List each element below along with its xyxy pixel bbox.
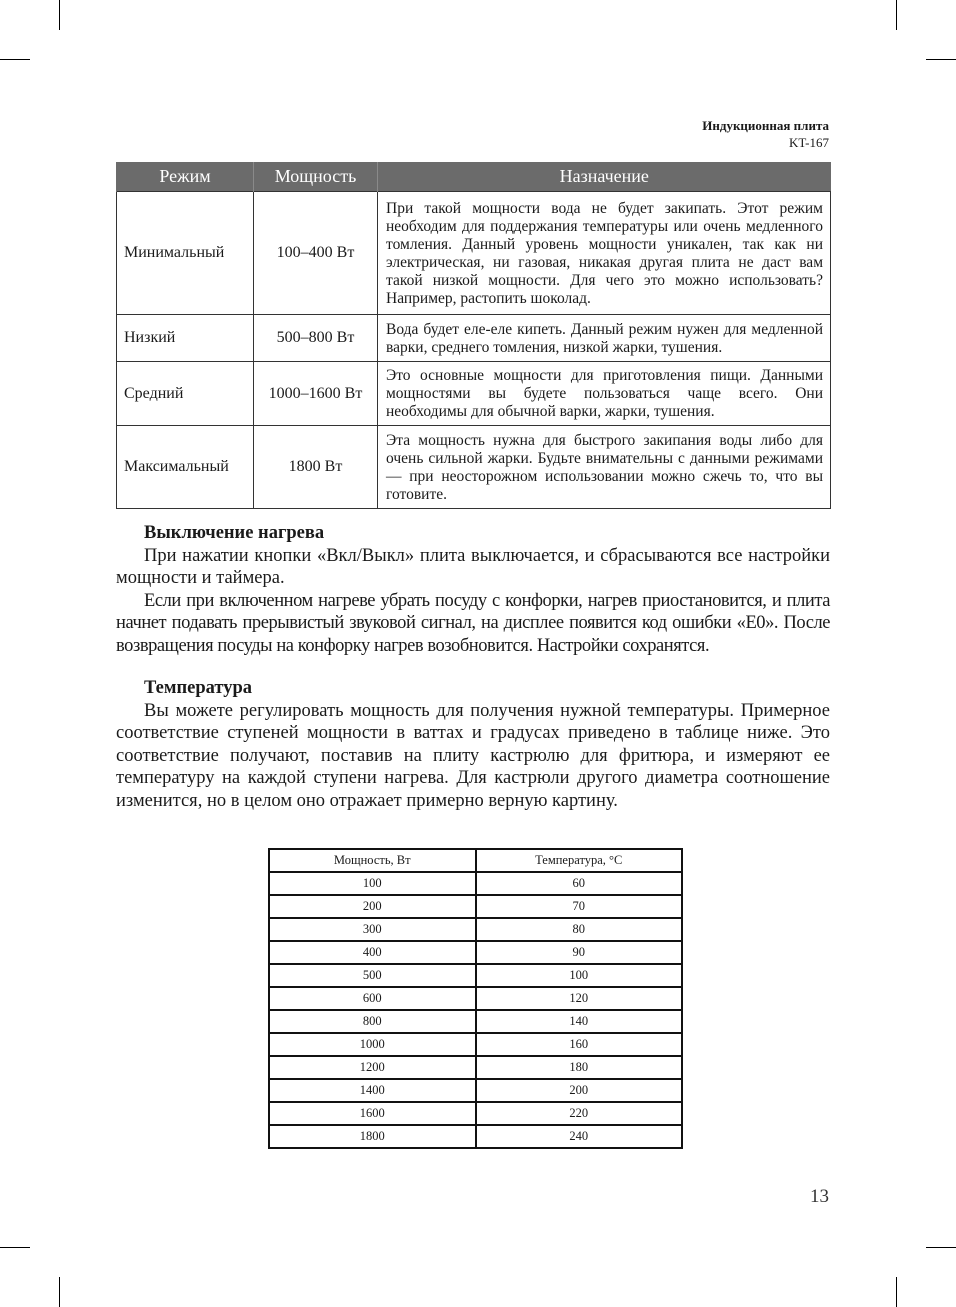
power-cell: 1000–1600 Вт [254,362,378,426]
power-cell: 400 [269,941,476,964]
table-row [269,918,682,941]
modes-table [116,162,831,509]
power-cell: 1400 [269,1079,476,1102]
mode-cell: Средний [117,362,254,426]
temperature-cell: 120 [476,987,683,1010]
table-row [269,1033,682,1056]
table-row [117,192,831,315]
modes-table-header [117,162,831,192]
section-heat-off [116,522,830,657]
temperature-cell: 70 [476,895,683,918]
power-cell: 500–800 Вт [254,315,378,362]
temperature-cell: 100 [476,964,683,987]
temperature-cell: 60 [476,872,683,895]
col-header-power: Мощность, Вт [269,849,476,872]
col-header-mode: Режим [117,162,254,192]
temperature-table-header [269,849,682,872]
section-temperature [116,677,830,812]
power-cell: 1800 [269,1125,476,1148]
purpose-cell: При такой мощности вода не будет закипать. Этот режим необходим для поддержания температуры или очень медленного томления. Данный уровень мощности уникален, так как ни электрическая, ни газовая, никакая другая плита не даст вам такой низкой мощности. Для чего это можно использовать? Например, растопить шоколад. [378,192,831,315]
power-cell: 1800 Вт [254,426,378,509]
power-cell: 500 [269,964,476,987]
power-cell: 100 [269,872,476,895]
table-row [117,315,831,362]
col-header-power: Мощность [254,162,378,192]
crop-mark [0,1247,30,1248]
table-row [269,1102,682,1125]
power-cell: 600 [269,987,476,1010]
mode-cell: Низкий [117,315,254,362]
mode-cell: Минимальный [117,192,254,315]
table-row [269,1056,682,1079]
section-heading: Температура [144,678,253,698]
temperature-cell: 180 [476,1056,683,1079]
purpose-cell: Вода будет еле-еле кипеть. Данный режим нужен для медленной варки, среднего томления, низкой жарки, тушения. [378,315,831,362]
header-title: Индукционная плита [702,118,829,133]
table-row [269,895,682,918]
power-cell: 1000 [269,1033,476,1056]
table-row [117,426,831,509]
temperature-cell: 200 [476,1079,683,1102]
temperature-cell: 160 [476,1033,683,1056]
power-cell: 200 [269,895,476,918]
temperature-cell: 90 [476,941,683,964]
paragraph: При нажатии кнопки «Вкл/Выкл» плита выключается, и сбрасываются все настройки мощности и таймера. [116,545,830,588]
col-header-temperature: Температура, °C [476,849,683,872]
crop-mark [0,59,30,60]
running-header [702,117,829,151]
header-model: KT-167 [789,135,829,150]
paragraph: Если при включенном нагреве убрать посуду с конфорки, нагрев приостановится, и плита начнет подавать прерывистый звуковой сигнал, на дисплее появится код ошибки «E0». После возвращения посуды на конфорку нагрев возобновится. Настройки сохранятся. [116,590,830,656]
table-row [269,1010,682,1033]
power-cell: 300 [269,918,476,941]
section-heading: Выключение нагрева [144,523,325,543]
page-number: 13 [810,1186,829,1207]
temperature-table [268,848,683,1149]
temperature-cell: 80 [476,918,683,941]
crop-mark [896,0,897,30]
table-row [269,941,682,964]
table-row [117,362,831,426]
power-cell: 1600 [269,1102,476,1125]
crop-mark [59,0,60,30]
temperature-cell: 220 [476,1102,683,1125]
table-row [269,1125,682,1148]
table-row [269,872,682,895]
temperature-cell: 240 [476,1125,683,1148]
paragraph: Вы можете регулировать мощность для получения нужной температуры. Примерное соответствие ступеней мощности в ваттах и градусах приведено в таблице ниже. Это соответствие получают, поставив на плиту кастрюлю для фритюра, и измеряют ее температуру на каждой ступени нагрева. Для кастрюли другого диаметра соотношение изменится, но в целом оно отражает примерно верную картину. [116,700,830,811]
col-header-purpose: Назначение [378,162,831,192]
crop-mark [59,1277,60,1307]
power-cell: 100–400 Вт [254,192,378,315]
purpose-cell: Это основные мощности для приготовления пищи. Данными мощностями вы будете пользоваться чаще всего. Они необходимы для обычной варки, жарки, тушения. [378,362,831,426]
crop-mark [926,1247,956,1248]
crop-mark [896,1277,897,1307]
table-row [269,964,682,987]
mode-cell: Максимальный [117,426,254,509]
temperature-cell: 140 [476,1010,683,1033]
power-cell: 1200 [269,1056,476,1079]
table-row [269,1079,682,1102]
table-row [269,987,682,1010]
crop-mark [926,59,956,60]
power-cell: 800 [269,1010,476,1033]
purpose-cell: Эта мощность нужна для быстрого закипания воды либо для очень сильной жарки. Будьте внимательны с данными режимами — при неосторожном использовании можно сжечь то, что вы готовите. [378,426,831,509]
